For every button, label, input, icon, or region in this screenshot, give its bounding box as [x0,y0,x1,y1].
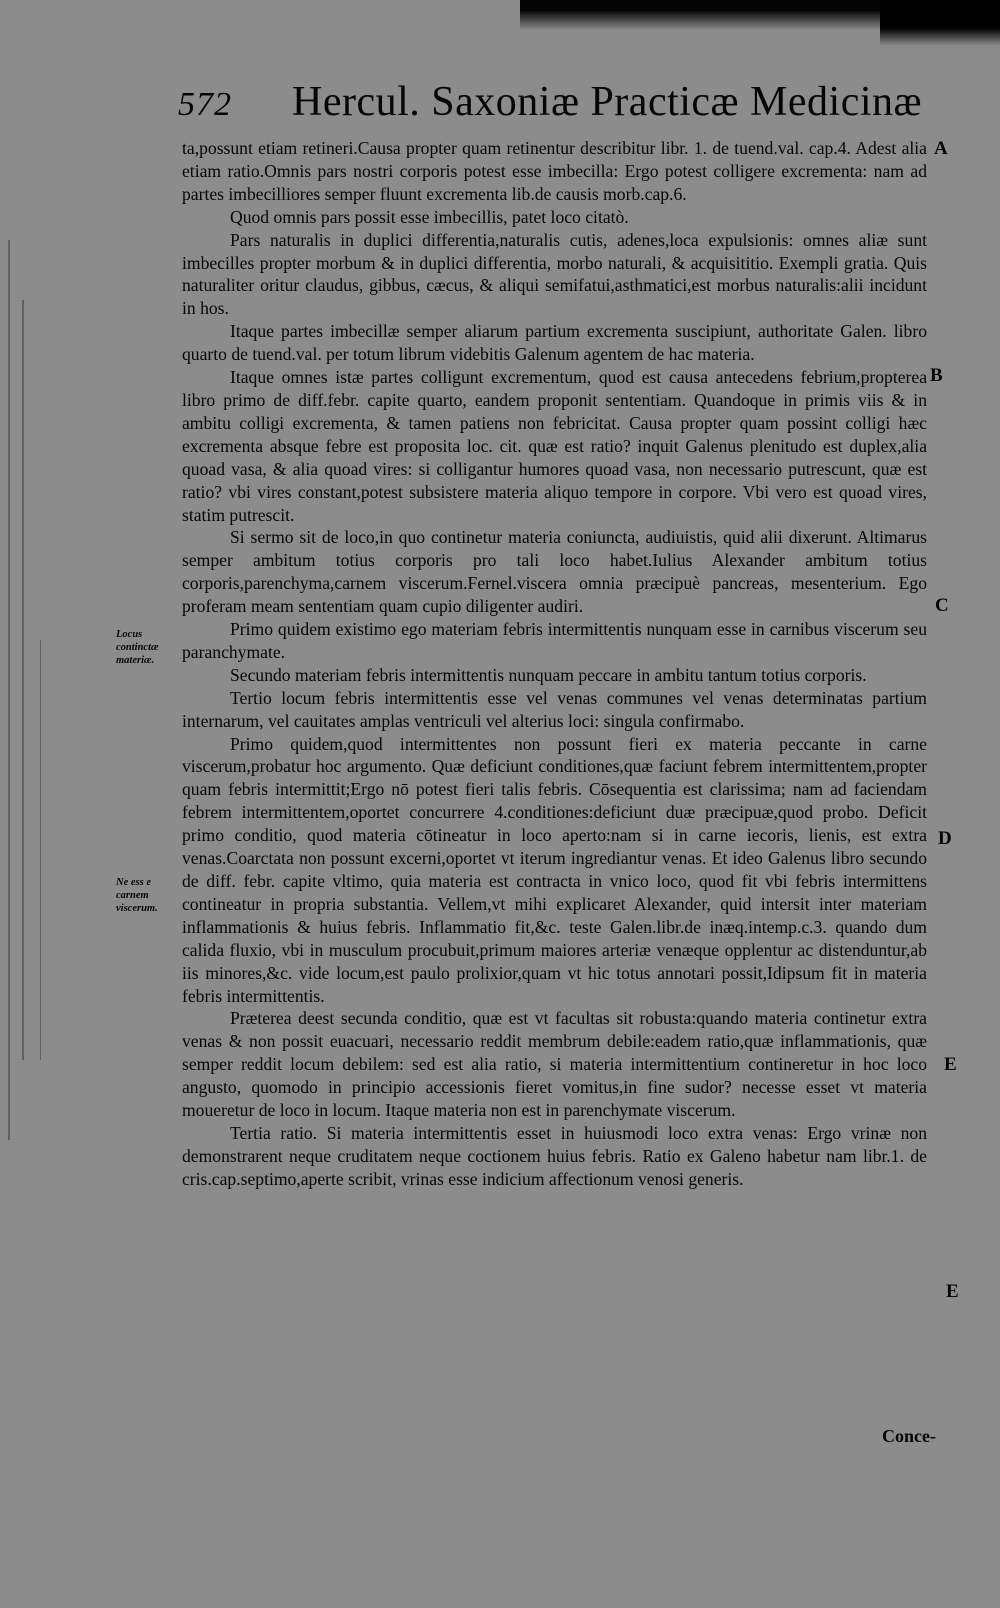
left-edge-mark [8,240,10,1140]
section-letter-e: E [944,1054,957,1075]
left-edge-mark [22,300,24,1060]
paragraph: Quod omnis pars possit esse imbecillis, patet loco citatò. [230,206,629,227]
paragraph: Pars naturalis in duplici differentia,naturalis cutis, adenes,loca expulsionis: omnes aliæ sunt imbecilles propter morbum & in duplici differentia, morbo naturali, & acquisititio. Exempli gratia. Quis naturaliter oritur claudus, gibbus, cæcus, & aliqui semifatui,asthmatici,est morbus naturalis:alii incidunt in hos. [182,229,927,319]
paragraph: Primo quidem existimo ego materiam febris intermittentis nunquam esse in carnibus viscerum seu paranchymate. [182,619,927,662]
section-letter-d: D [938,828,952,849]
paragraph: Præterea deest secunda conditio, quæ est vt facultas sit robusta:quando materia continetur extra venas & non possit euacuari, necessario reddit membrum debile:eadem ratio,quæ inflammationis, quæ semper reddit locum debilem: sed est alia ratio, si materia intermittentium contineretur in hoc loco angusto, quomodo in principio accessionis fieret vomitus,in fine sudor? necesse esset vt materia moueretur de loco in locum. Itaque materia non est in parenchymate viscerum. [182,1008,927,1121]
paragraph: Itaque omnes istæ partes colligunt excrementum, quod est causa antecedens febrium,propterea libro primo de diff.febr. capite quarto, eandem proponit sententiam. Quandoque in primis viis & in ambitu colligi excrementa, & tamen patiens non febricitat. Causa propter quam possint colligi hæc excrementa absque febre est proposita loc. cit. quæ est ratio? inquit Galenus plenitudo est duplex,alia quoad vasa, & alia quoad vires: si colligantur humores quoad vasa, non necessario putrescunt, quæ est ratio? vbi vires constant,potest subsistere materia aliquo tempore in corpore. Vbi vero est quoad vires, statim putrescit. [182,367,927,525]
margin-note: Locus continctæ materiæ. [116,629,159,666]
catchword: Conce- [882,1426,936,1446]
paragraph: Primo quidem,quod intermittentes non possunt fieri ex materia peccante in carne viscerum,probatur hoc argumento. Quæ deficiunt conditiones,quæ faciunt febrem intermittentem,propter quam febris intermittit;Ergo nō potest fieri talis febris. Cōsequentia est clarissima; nam ad faciendam febrem intermittentem,oportet concurrere 4.conditiones:deficiunt duæ præcipuæ,quod probo. Deficit primo conditio, quod materia cōtineatur in loco aperto:nam si in carne iecoris, lienis, est extra venas.Coarctata non possunt excerni,oportet vt iterum ingrediantur venas. Et ideo Galenus libro secundo de diff. febr. capite vltimo, quia materia est contracta in vnico loco, quod fit vbi febris intermittens contineatur in propria substantia. Vellem,vt mihi explicaret Alexander, quid intersit inter materiam inflammationis & huius febris. Inflammatio fit,&c. teste Galen.libr.de inæq.intemp.c.3. quando dum calida fluxio, vbi in musculum procubuit,primum maiores arteriæ venæque opplentur ac distenduntur,ab iis minores,&c. vide locum,est paulo prolixior,quam vt hic totus annotari possit,Idipsum fit in materia febris intermittentis. [182,733,927,1006]
section-letter-c: C [935,595,949,616]
paragraph: Itaque partes imbecillæ semper aliarum partium excrementa suscipiunt, authoritate Galen. libro quarto de tuend.val. per totum librum videbitis Galenum agentem de hac materia. [182,321,927,365]
paragraph: Tertia ratio. Si materia intermittentis esset in huiusmodi loco extra venas: Ergo vrinæ non demonstrarent neque cruditatem neque coctionem huius febris. Ratio ex Galeno habetur nam libr.1. de cris.cap.septimo,aperte scribit, vrinas esse indicium affectionum venosi generis. [182,1122,927,1189]
running-head: Hercul. Saxoniæ Practicæ Medicinæ [292,79,923,125]
page-corner-shadow [880,0,1000,46]
paragraph: Secundo materiam febris intermittentis nunquam peccare in ambitu tantum totius corporis. [230,664,867,685]
section-letter-b: B [930,365,943,386]
paragraph: ta,possunt etiam retineri.Causa propter quam retinentur describitur libr. 1. de tuend.val. cap.4. Adest alia etiam ratio.Omnis pars nostri corporis potest esse imbecilla: Ergo potest colligere excrementa: nam ad partes imbecilliores semper fluunt excrementa lib.de causis morb.cap.6. [182,138,927,204]
page-header [178,78,923,138]
margin-note: Ne ess e carnem viscerum. [116,877,158,914]
left-edge-mark [40,640,41,1060]
paragraph: Tertio locum febris intermittentis esse vel venas communes vel venas determinatas partium internarum, vel cauitates amplas ventriculi vel alterius loci: singula confirmabo. [182,687,927,731]
main-text-block [182,137,927,1191]
paragraph: Si sermo sit de loco,in quo continetur materia coniuncta, audiuistis, quid alii dixerunt. Altimarus semper ambitum totius corporis pro tali loco habet.Iulius Alexander ambitum totius corporis,parenchyma,carnem viscerum.Fernel.viscera omnia præcipuè pancreas, mesenterium. Ego proferam meam sententiam quam cupio diligenter audiri. [182,527,927,617]
section-letter-a: A [934,138,948,159]
page-number: 572 [178,86,232,123]
section-letter-e: E [946,1281,959,1302]
